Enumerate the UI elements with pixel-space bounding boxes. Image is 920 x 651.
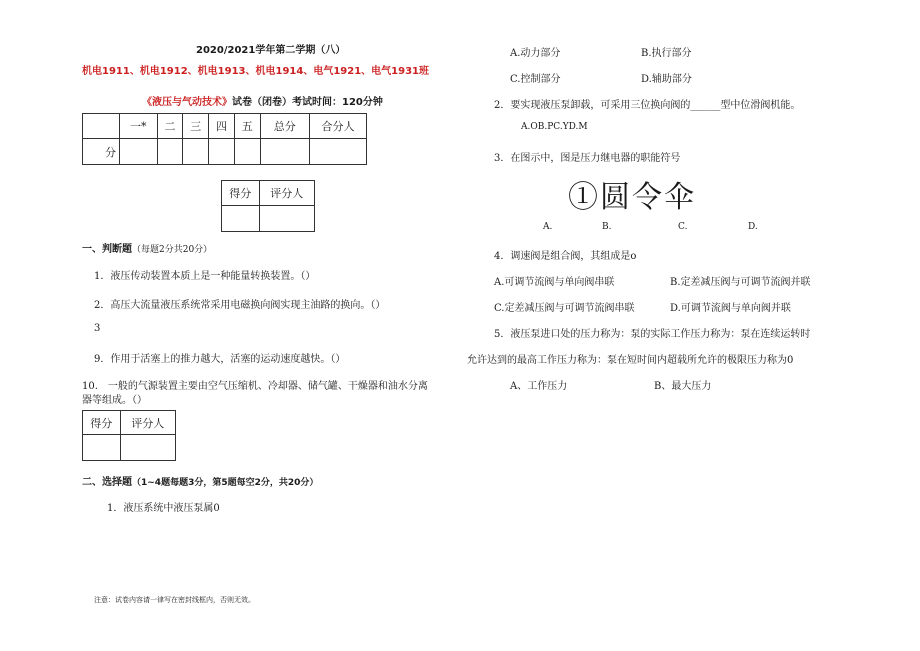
- q5-option-b: B、最大压力: [654, 381, 712, 392]
- q2-options: A.OB.PC.YD.M: [521, 122, 588, 132]
- score-cell[interactable]: [120, 139, 158, 165]
- semester-line: 2020/2021学年第二学期（八）: [196, 45, 346, 56]
- q1-option-b: B.执行部分: [641, 48, 692, 59]
- judge-question-3: 3: [94, 323, 101, 334]
- q3-label-a: A.: [543, 222, 553, 232]
- judge-question-10-line1: 10. 一般的气源装置主要由空气压缩机、冷却器、储气罐、干燥器和油水分离: [82, 381, 428, 392]
- q4-option-c: C.定差减压阀与可调节流阀串联: [494, 303, 635, 314]
- choice-question-5-line1: 5．液压泵进口处的压力称为：泵的实际工作压力称为：泵在连续运转时: [494, 329, 811, 340]
- grader-score-cell[interactable]: [83, 435, 121, 461]
- score-cell[interactable]: [157, 139, 183, 165]
- q1-option-a: A.动力部分: [510, 48, 561, 59]
- grader-name-label: 评分人: [259, 181, 314, 206]
- judge-question-10-line2: 器等组成。（）: [82, 395, 147, 406]
- q4-option-b: B.定差减压阀与可调节流阀并联: [670, 277, 811, 288]
- q1-option-c: C.控制部分: [510, 74, 561, 85]
- section1-heading: [82, 240, 212, 255]
- grader-score-cell[interactable]: [222, 206, 260, 232]
- score-cell[interactable]: [209, 139, 235, 165]
- section2-title: 二、选择题: [82, 477, 132, 488]
- choice-question-2: 2．要实现液压泵卸载，可采用三位换向阀的______型中位滑阀机能。: [494, 100, 801, 111]
- score-header-total: 总分: [260, 114, 309, 139]
- class-list: 机电1911、机电1912、机电1913、机电1914、电气1921、电气1931班: [82, 66, 429, 77]
- grader-score-label: 得分: [83, 411, 121, 435]
- grader-name-cell[interactable]: [259, 206, 314, 232]
- q3-symbols: ①圆令伞: [568, 180, 696, 215]
- score-header-2: 二: [157, 114, 183, 139]
- score-header-3: 三: [183, 114, 209, 139]
- q1-option-d: D.辅助部分: [641, 74, 692, 85]
- grader-name-label: 评分人: [120, 411, 175, 435]
- footer-note: 注意：试卷内容请一律写在密封线框内，否则无效。: [94, 596, 255, 604]
- grader-box-2: [82, 410, 176, 461]
- section2-note: （1~4题每题3分，第5题每空2分，共20分）: [132, 478, 319, 488]
- q4-option-a: A.可调节流阀与单向阀串联: [494, 277, 615, 288]
- judge-question-1: 1．液压传动装置本质上是一种能量转换装置。（）: [94, 271, 316, 282]
- score-header-5: 五: [234, 114, 260, 139]
- score-cell[interactable]: [310, 139, 367, 165]
- choice-question-5-line2: 允许达到的最高工作压力称为：泵在短时间内超载所允许的极限压力称为0: [467, 355, 794, 366]
- q3-label-c: C.: [678, 222, 688, 232]
- section1-note: （每题2分共20分）: [132, 245, 213, 255]
- choice-question-4: 4．调速阀是组合阀，其组成是o: [494, 251, 637, 262]
- grader-score-label: 得分: [222, 181, 260, 206]
- judge-question-9: 9．作用于活塞上的推力越大，活塞的运动速度越快。（）: [94, 354, 346, 365]
- choice-question-3: 3．在图示中，图是压力继电器的职能符号: [494, 153, 681, 164]
- grader-box-1: [221, 180, 315, 232]
- score-header-4: 四: [209, 114, 235, 139]
- score-table: [82, 113, 367, 165]
- score-row-label: 分: [83, 139, 120, 165]
- score-cell[interactable]: [234, 139, 260, 165]
- exam-title: [142, 93, 383, 108]
- score-header-1: 一*: [120, 114, 158, 139]
- score-header-checker: 合分人: [310, 114, 367, 139]
- choice-question-1: 1．液压系统中液压泵属0: [107, 503, 220, 514]
- exam-info: 试卷（闭卷）考试时间：120分钟: [232, 97, 383, 108]
- score-table-blank: [83, 114, 120, 139]
- course-title: 《液压与气动技术》: [142, 97, 232, 108]
- q3-label-b: B.: [602, 222, 612, 232]
- q5-option-a: A、工作压力: [510, 381, 568, 392]
- section1-title: 一、判断题: [82, 244, 132, 255]
- judge-question-2: 2．高压大流量液压系统常采用电磁换向阀实现主油路的换向。（）: [94, 300, 386, 311]
- q3-label-d: D.: [748, 222, 758, 232]
- score-cell[interactable]: [260, 139, 309, 165]
- section2-heading: [82, 473, 318, 488]
- grader-name-cell[interactable]: [120, 435, 175, 461]
- q4-option-d: D.可调节流阀与单向阀并联: [670, 303, 791, 314]
- score-cell[interactable]: [183, 139, 209, 165]
